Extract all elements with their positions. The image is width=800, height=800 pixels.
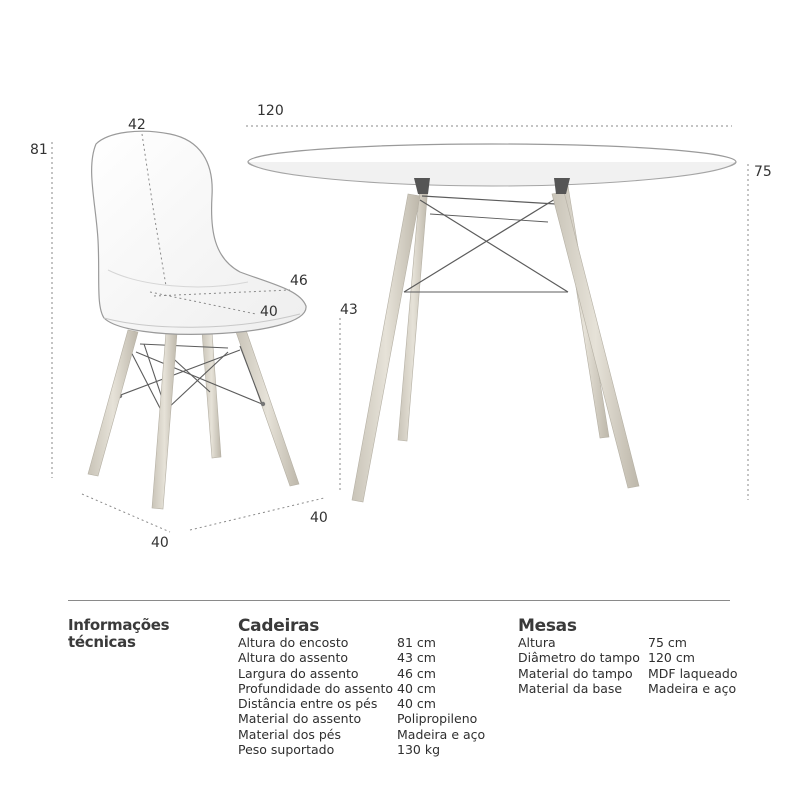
dim-table-diameter: 120 (257, 103, 284, 119)
spec-label: Material do assento (238, 711, 362, 727)
spec-label: Largura do assento (238, 665, 359, 681)
table-spec-values (648, 635, 738, 696)
spec-label: Material da base (518, 680, 623, 696)
spec-value: 43 cm (397, 650, 436, 666)
spec-label: Material dos pés (238, 726, 341, 742)
table-spec-labels (518, 635, 640, 696)
dim-seat-depth: 40 (260, 304, 278, 320)
spec-value: Madeira e aço (397, 726, 486, 742)
tables-heading: Mesas (518, 616, 577, 636)
spec-value: 46 cm (397, 665, 436, 681)
spec-label: Diâmetro do tampo (518, 650, 640, 666)
chair-drawing (88, 131, 306, 509)
section-divider (68, 600, 730, 601)
chairs-heading: Cadeiras (238, 616, 320, 636)
spec-value: Polipropileno (397, 711, 478, 727)
chair-spec-labels (238, 635, 393, 757)
spec-label: Peso suportado (238, 742, 335, 758)
dim-chair-height: 81 (30, 142, 48, 158)
spec-value: 75 cm (648, 635, 687, 650)
spec-value: MDF laqueado (648, 665, 738, 681)
chair-spec-values (397, 635, 485, 757)
spec-label: Distância entre os pés (238, 696, 378, 712)
table-drawing (248, 144, 736, 502)
spec-value: 120 cm (648, 650, 695, 666)
technical-info-heading: Informações técnicas (68, 616, 170, 651)
dim-seat-width: 46 (290, 273, 308, 289)
spec-label: Altura (518, 635, 556, 650)
dim-table-height: 75 (754, 164, 772, 180)
spec-value: 40 cm (397, 680, 436, 696)
spec-value: 40 cm (397, 696, 436, 712)
spec-label: Altura do assento (238, 650, 349, 666)
spec-label: Altura do encosto (238, 635, 349, 650)
spec-value: 81 cm (397, 635, 436, 650)
spec-label: Profundidade do assento (238, 680, 394, 696)
dim-chair-back-width: 42 (128, 117, 146, 133)
spec-label: Material do tampo (518, 665, 633, 681)
spec-value: Madeira e aço (648, 680, 737, 696)
dim-seat-height: 43 (340, 302, 358, 318)
dim-base-depth: 40 (151, 535, 169, 551)
spec-value: 130 kg (397, 742, 441, 758)
dim-base-width: 40 (310, 510, 328, 526)
